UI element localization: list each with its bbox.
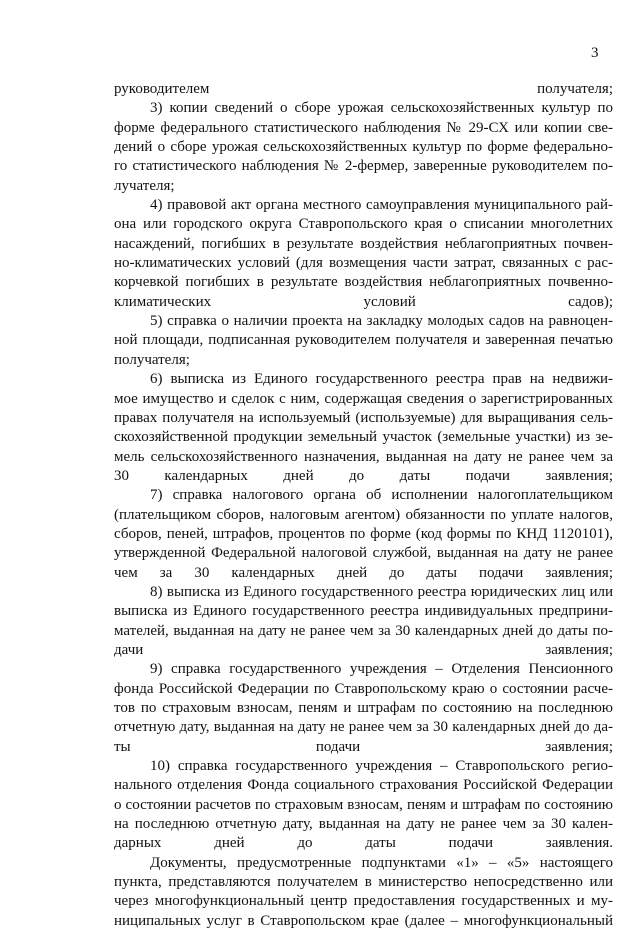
text-line: через многофункциональный центр предоставления государственных и му- (114, 893, 613, 910)
text-line: климатических условий садов); (114, 293, 613, 310)
paragraph (114, 196, 613, 312)
text-line: отчетную дату, выданная на дату не ранее чем за 30 календарных дней до да- (114, 719, 613, 736)
text-line: нального отделения Фонда социального страхования Российской Федерации (114, 777, 613, 794)
text-line: руководителем получателя; (114, 81, 613, 97)
text-line: 10) справка государственного учреждения – Ставропольского регио- (150, 758, 613, 775)
text-line: но-климатических условий (для возмещения части затрат, связанных с рас- (114, 255, 613, 272)
text-line: пункта, представляются получателем в министерство непосредственно или (114, 874, 613, 891)
text-line: 30 календарных дней до даты подачи заявления; (114, 467, 613, 484)
text-line: дений о сборе урожая сельскохозяйственных культур по форме федерально- (114, 139, 613, 156)
text-line: сборов, пеней, штрафов, процентов по форме (код формы по КНД 1120101), (114, 525, 613, 542)
document-body (114, 80, 613, 931)
text-line: утвержденной Федеральной налоговой службой, выданная на дату не ранее (114, 545, 613, 562)
text-line: о состоянии расчетов по страховым взносам, пеням и штрафам по состоянию (114, 796, 613, 813)
text-line: 5) справка о наличии проекта на закладку молодых садов на равноцен- (150, 313, 613, 330)
text-line: 8) выписка из Единого государственного реестра юридических лиц или (150, 583, 613, 600)
text-line: ниципальных услуг в Ставропольском крае (далее – многофункциональный (114, 912, 613, 929)
text-line: 4) правовой акт органа местного самоуправления муниципального рай- (150, 197, 613, 214)
paragraph (114, 80, 613, 99)
paragraph (114, 854, 613, 931)
text-line: ной площади, подписанная руководителем получателя и заверенная печатью (114, 332, 613, 349)
paragraph (114, 486, 613, 583)
text-line: насаждений, погибших в результате воздействия неблагоприятных почвен- (114, 235, 613, 252)
text-line: тов по страховым взносам, пеням и штрафам по состоянию на последнюю (114, 700, 613, 716)
text-line: дарных дней до даты подачи заявления. (114, 835, 613, 852)
text-line: 6) выписка из Единого государственного реестра прав на недвижи- (150, 371, 613, 388)
text-line: выписка из Единого государственного реестра индивидуальных предприни- (114, 603, 613, 620)
text-line: мое имущество и сделок с ним, содержащая сведения о зарегистрированных (114, 390, 613, 407)
text-line: чем за 30 календарных дней до даты подачи заявления; (114, 564, 613, 581)
text-line: дачи заявления; (114, 641, 613, 658)
text-line: получателя; (114, 351, 190, 368)
text-line: форме федерального статистического наблюдения № 29-СХ или копии све- (114, 119, 613, 136)
paragraph (114, 99, 613, 196)
text-line: мателей, выданная на дату не ранее чем за 30 календарных дней до даты по- (114, 622, 613, 639)
text-line: ты подачи заявления; (114, 738, 613, 755)
text-line: на последнюю отчетную дату, выданная на дату не ранее чем за 30 кален- (114, 816, 613, 833)
text-line: мель сельскохозяйственного назначения, выданная на дату не ранее чем за (114, 448, 613, 465)
text-line: корчевкой погибших в результате воздействия неблагоприятных почвенно- (114, 274, 613, 291)
text-line: (плательщиком сборов, налоговым агентом) обязанности по уплате налогов, (114, 506, 613, 523)
paragraph (114, 312, 613, 370)
text-line: лучателя; (114, 177, 175, 194)
paragraph (114, 583, 613, 660)
text-line: 7) справка налогового органа об исполнении налогоплательщиком (150, 487, 613, 504)
text-line: правах получателя на используемый (используемые) для выращивания сель- (114, 409, 613, 426)
text-line: она или городского округа Ставропольского края о списании многолетних (114, 216, 613, 233)
text-line: 9) справка государственного учреждения – Отделения Пенсионного (150, 661, 613, 678)
paragraph (114, 757, 613, 854)
paragraph (114, 370, 613, 486)
text-line: Документы, предусмотренные подпунктами «1» – «5» настоящего (150, 854, 613, 871)
text-line: фонда Российской Федерации по Ставропольскому краю о состоянии расче- (114, 680, 613, 697)
page-number: 3 (591, 45, 599, 61)
paragraph (114, 660, 613, 757)
text-line: го статистического наблюдения № 2-фермер, заверенные руководителем по- (114, 158, 613, 175)
text-line: скохозяйственной продукции земельный участок (земельные участки) из зе- (114, 429, 613, 446)
text-line: 3) копии сведений о сборе урожая сельскохозяйственных культур по (150, 100, 613, 117)
